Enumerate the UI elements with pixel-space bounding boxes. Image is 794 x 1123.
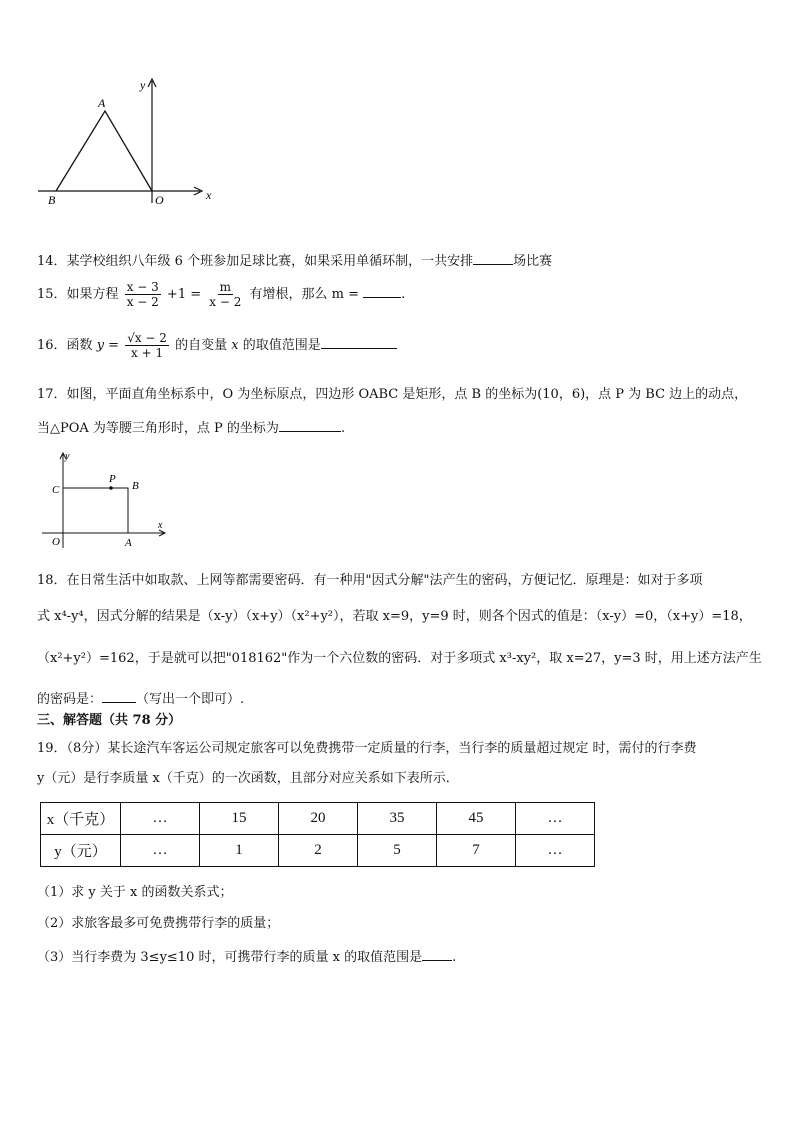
q16-numerator: √x − 2: [127, 331, 167, 345]
q17-end: .: [340, 421, 346, 436]
table-cell: …: [516, 835, 595, 867]
question-19-line-2: y（元）是行李质量 x（千克）的一次函数，且部分对应关系如下表所示．: [37, 771, 459, 786]
q15-f2-denominator: x − 2: [209, 295, 242, 309]
question-18-line-1: 18．在日常生活中如取款、上网等都需要密码．有一种用"因式分解"法产生的密码，方便记忆．原理是：如对于多项: [37, 573, 703, 588]
table-header-x: x（千克）: [41, 803, 121, 835]
table-cell: 35: [358, 803, 437, 835]
table-cell: 20: [279, 803, 358, 835]
fig2-label-x: x: [158, 520, 163, 531]
q14-text: 14．某学校组织八年级 6 个班参加足球比赛，如果采用单循环制，一共安排: [37, 254, 474, 269]
question-18-line-2: 式 x⁴-y⁴，因式分解的结果是（x-y）（x+y）（x²+y²），若取 x=9，y=9 时，则各个因式的值是：（x-y）=0，（x+y）=18，: [37, 609, 752, 624]
label-y: y: [140, 78, 146, 92]
triangle-figure: [30, 75, 220, 210]
table-cell: 15: [200, 803, 279, 835]
question-16: [37, 329, 397, 363]
question-17-line-2: [37, 417, 345, 438]
q15-f1-denominator: x − 2: [126, 295, 159, 309]
q15-answer-blank[interactable]: [363, 283, 401, 298]
point-p: [109, 486, 113, 490]
luggage-fee-table: [40, 802, 595, 867]
q15-fraction-1: [125, 280, 161, 309]
question-15: [37, 280, 405, 310]
question-19-sub-1: （1）求 y 关于 x 的函数关系式；: [37, 885, 233, 900]
fig2-label-c: C: [52, 484, 60, 496]
table-cell: 1: [200, 835, 279, 867]
question-19-sub-2: （2）求旅客最多可免费携带行李的质量；: [37, 916, 280, 931]
q17-line2-text: 当△POA 为等腰三角形时，点 P 的坐标为: [37, 421, 279, 436]
q15-fraction-2: [207, 280, 243, 309]
question-18-line-3: （x²+y²）=162，于是就可以把"018162"作为一个六位数的密码．对于多项式 x³-xy²，取 x=27，y=3 时，用上述方法产生: [37, 651, 762, 666]
table-cell: 7: [437, 835, 516, 867]
q14-suffix: 场比赛: [513, 254, 553, 269]
q15-end: .: [401, 287, 406, 302]
table-cell: 5: [358, 835, 437, 867]
q16-y-equals: y =: [96, 338, 120, 353]
q15-f1-numerator: x − 3: [126, 280, 159, 294]
q16-prefix: 16．函数: [37, 338, 93, 353]
q18-answer-blank[interactable]: [102, 688, 136, 703]
question-19-sub-3: [37, 946, 456, 967]
triangle-abo: [56, 111, 152, 191]
label-a: A: [98, 96, 106, 110]
q15-plus-one: +1 =: [166, 287, 202, 302]
q15-f2-numerator: m: [219, 280, 231, 294]
q15-suffix: 有增根，那么 m =: [249, 287, 359, 302]
table-row-y: [41, 835, 595, 867]
question-14: [37, 250, 552, 271]
q19-sub3-text: （3）当行李费为 3≤y≤10 时，可携带行李的质量 x 的取值范围是: [37, 950, 423, 965]
table-cell: …: [516, 803, 595, 835]
q19-sub3-end: .: [452, 950, 457, 965]
table-cell: 45: [437, 803, 516, 835]
q16-fraction: [125, 331, 169, 360]
q16-suffix-a: 的自变量: [175, 338, 228, 353]
table-cell: …: [121, 835, 200, 867]
rectangle-figure: [40, 448, 175, 553]
fig2-label-a: A: [125, 537, 132, 549]
q14-answer-blank[interactable]: [473, 250, 513, 265]
q17-answer-blank[interactable]: [279, 417, 341, 432]
label-b: B: [48, 193, 56, 207]
q19-answer-blank[interactable]: [422, 946, 452, 961]
table-header-y: y（元）: [41, 835, 121, 867]
label-x: x: [206, 188, 212, 202]
table-cell: …: [121, 803, 200, 835]
fig2-label-o: O: [52, 536, 60, 548]
question-18-line-4: [37, 688, 244, 709]
fig2-label-b: B: [132, 480, 139, 492]
section-3-title: 三、解答题（共 78 分）: [37, 713, 182, 728]
q15-prefix: 15．如果方程: [37, 287, 119, 302]
table-row-x: [41, 803, 595, 835]
fig2-label-y: y: [65, 451, 70, 462]
q16-denominator: x + 1: [131, 346, 164, 360]
rectangle-oabc: [63, 488, 128, 533]
q16-answer-blank[interactable]: [321, 334, 397, 349]
q16-suffix-b: 的取值范围是: [242, 338, 321, 353]
q18-line4-suffix: （写出一个即可）.: [136, 692, 245, 707]
table-cell: 2: [279, 835, 358, 867]
fig2-label-p: P: [109, 473, 116, 485]
question-17-line-1: 17．如图，平面直角坐标系中，O 为坐标原点，四边形 OABC 是矩形，点 B 的坐标为(10，6)，点 P 为 BC 边上的动点，: [37, 387, 748, 402]
question-19-line-1: 19．（8分）某长途汽车客运公司规定旅客可以免费携带一定质量的行李，当行李的质量超过规定 时，需付的行李费: [37, 741, 697, 756]
q18-line4-text: 的密码是：: [37, 692, 103, 707]
q16-var-x: x: [231, 338, 239, 353]
label-o: O: [155, 193, 164, 207]
